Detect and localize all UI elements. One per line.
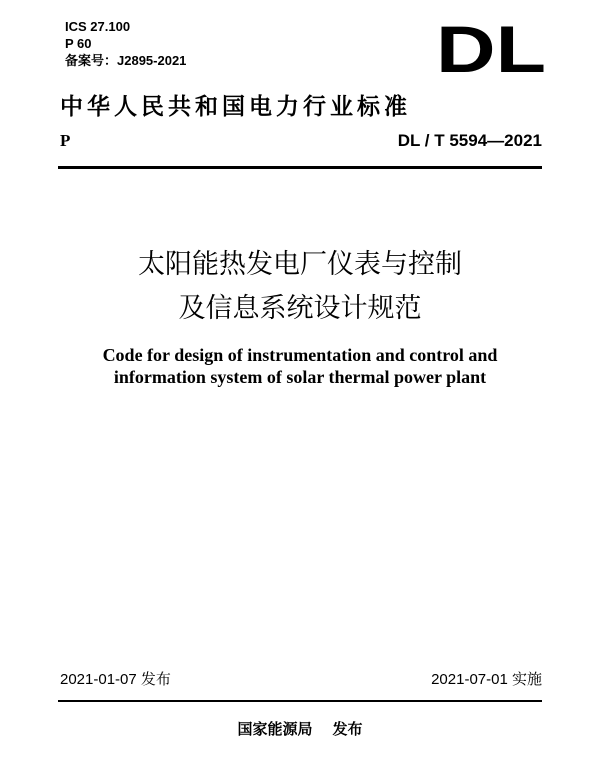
english-title-line-2: information system of solar thermal power plant [113,367,487,387]
header-divider [58,166,542,169]
chinese-title-line-2: 及信息系统设计规范 [178,293,422,324]
dl-logo [436,22,546,74]
implementation-date: 2021-07-01 实施 [431,671,542,688]
standard-meta-block [65,18,186,69]
footer-divider [58,700,542,702]
dl-logo-text: DL [436,22,546,74]
chinese-title-line-1: 太阳能热发电厂仪表与控制 [138,249,462,280]
english-title [0,344,600,388]
publisher-action: 发布 [332,720,363,738]
english-title-line-1: Code for design of instrumentation and control and [102,345,498,365]
ccs-code: P 60 [65,36,92,51]
classification-code: P [60,131,71,150]
record-number: 备案号：J2895-2021 [65,53,187,68]
industry-standard-title: 中华人民共和国电力行业标准 [60,93,411,120]
publisher-name: 国家能源局 [237,720,313,738]
publisher-line [0,718,600,739]
chinese-title [0,243,600,331]
standard-number: DL / T 5594—2021 [397,131,542,150]
ics-code: ICS 27.100 [65,19,131,34]
issue-date: 2021-01-07 发布 [60,671,171,688]
